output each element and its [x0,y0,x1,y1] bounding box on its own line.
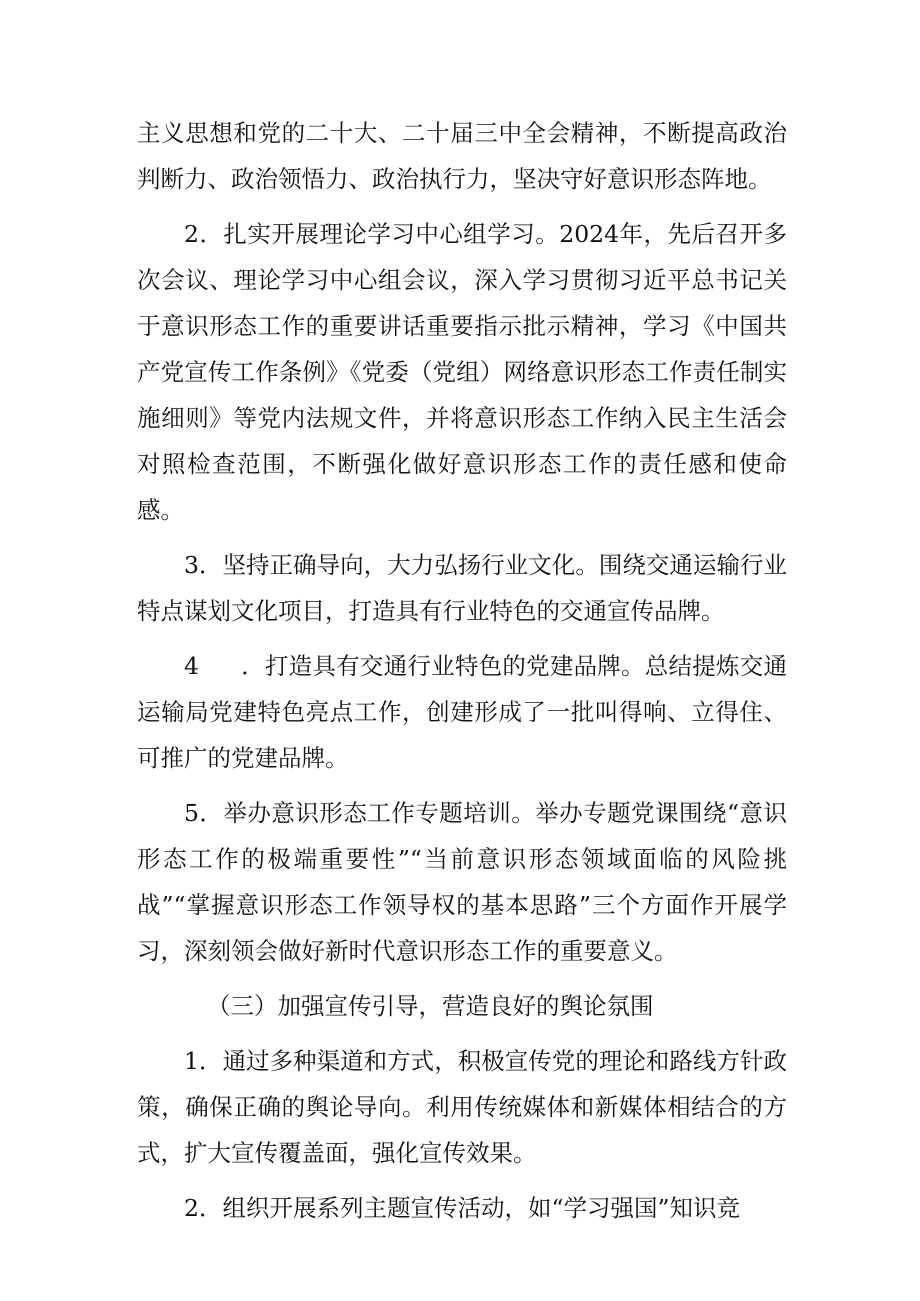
paragraph-item-1-publicity: 1．通过多种渠道和方式，积极宣传党的理论和路线方针政策，确保正确的舆论导向。利用传统媒体和新媒体相结合的方式，扩大宣传覆盖面，强化宣传效果。 [137,1047,787,1167]
paragraph-item-2-theory-study: 2．扎实开展理论学习中心组学习。2024年，先后召开多次会议、理论学习中心组会议，深入学习贯彻习近平总书记关于意识形态工作的重要讲话重要指示批示精神，学习《中国共产党宣传工作条例》《党委（党组）网络意识形态工作责任制实施细则》等党内法规文件，并将意识形态工作纳入民主生活会对照检查范围，不断强化做好意识形态工作的责任感和使命感。 [137,220,787,524]
item-number: 4 [184,652,199,680]
paragraph-item-3-industry-culture: 3．坚持正确导向，大力弘扬行业文化。围绕交通运输行业特点谋划文化项目，打造具有行业特色的交通宣传品牌。 [137,551,787,625]
paragraph-item-2-themed-activities: 2．组织开展系列主题宣传活动，如“学习强国”知识竞 [184,1194,740,1222]
section-heading-3: （三）加强宣传引导，营造良好的舆论氛围 [207,992,654,1020]
document-body [137,110,787,1240]
paragraph-item-4-party-brand [137,643,787,781]
item-text: ．打造具有交通行业特色的党建品牌。总结提炼交通运输局党建特色亮点工作，创建形成了一批叫得响、立得住、可推广的党建品牌。 [137,652,787,772]
paragraph-continuation: 主义思想和党的二十大、二十届三中全会精神，不断提高政治判断力、政治领悟力、政治执行力，坚决守好意识形态阵地。 [137,119,787,193]
paragraph-item-5-training: 5．举办意识形态工作专题培训。举办专题党课围绕“意识形态工作的极端重要性”“当前意识形态领域面临的风险挑战”“掌握意识形态工作领导权的基本思路”三个方面作开展学习，深刻领会做好新时代意识形态工作的重要意义。 [137,799,787,965]
